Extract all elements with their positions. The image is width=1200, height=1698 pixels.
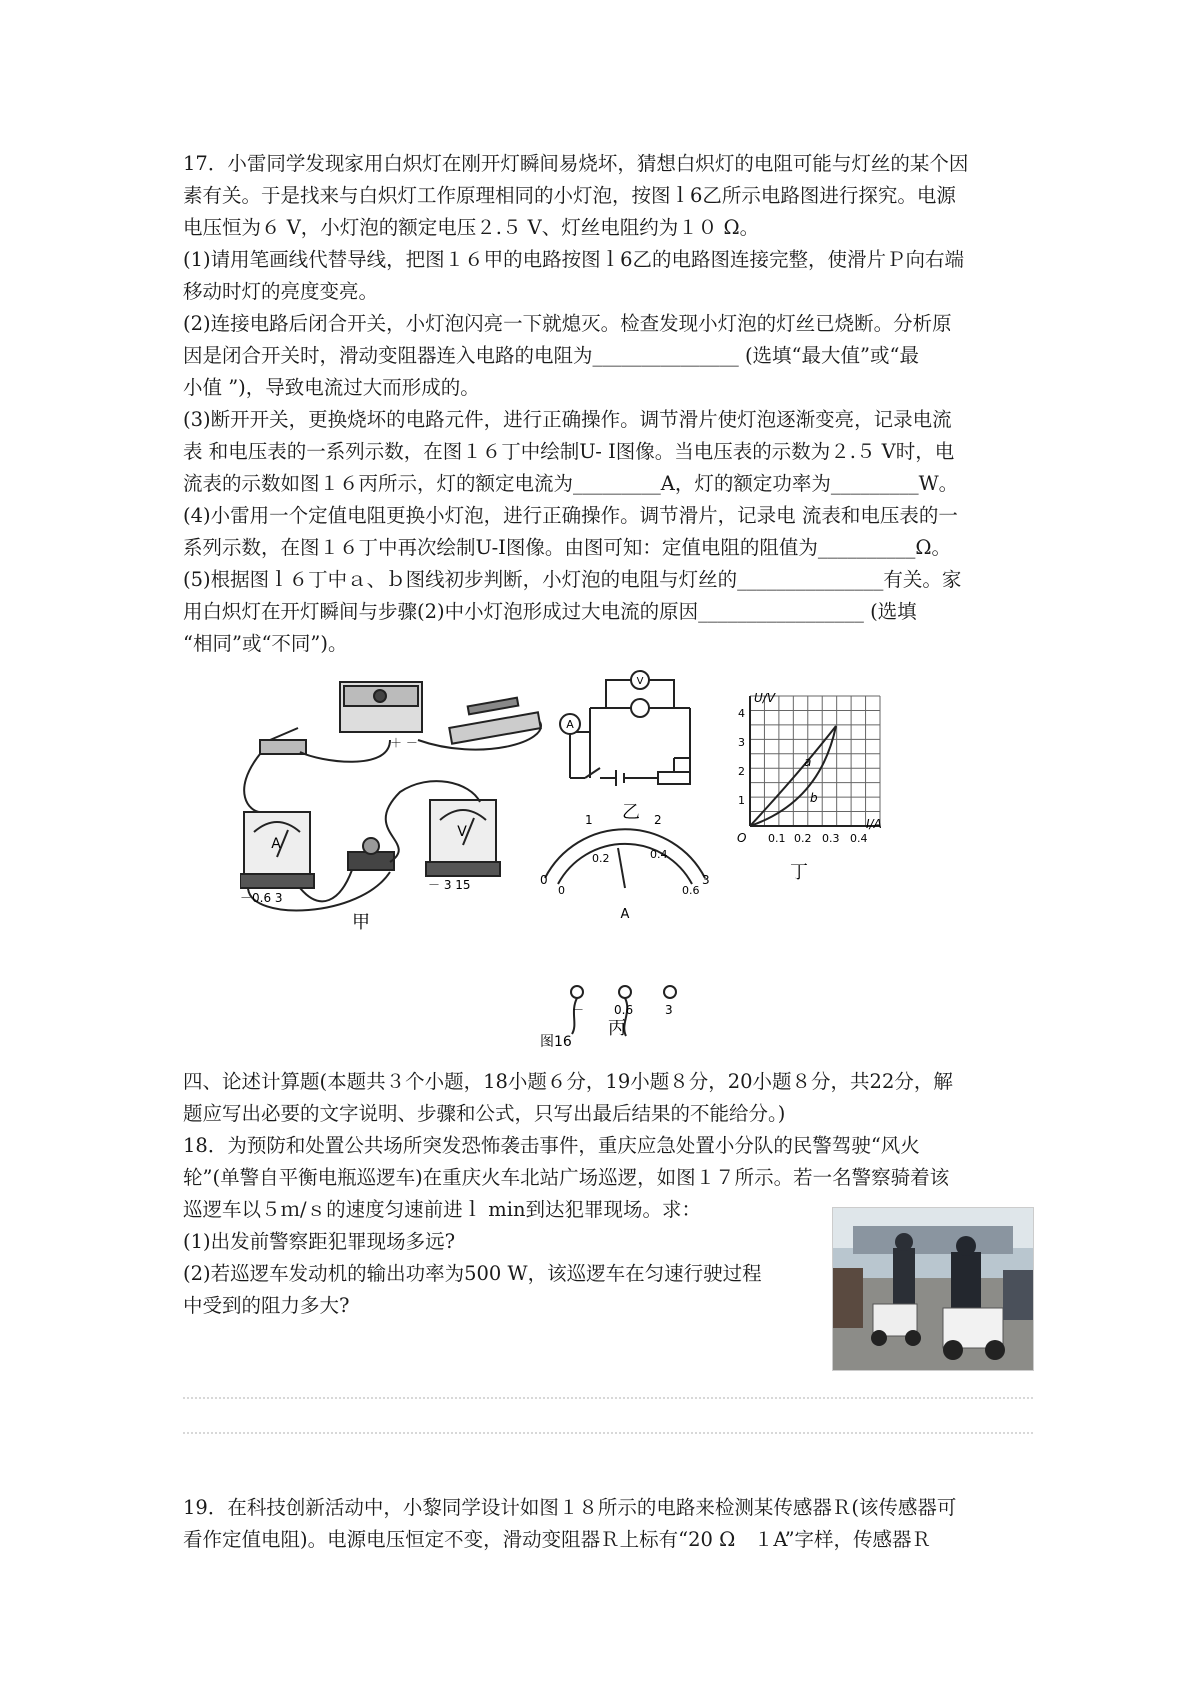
dotted-divider — [183, 1397, 1033, 1399]
q17-line: (5)根据图ｌ６丁中ａ、ｂ图线初步判断，小灯泡的电阻与灯丝的_______________有关。家 — [183, 568, 962, 591]
figure-yi-circuit — [570, 680, 690, 786]
ding-xtick: 0.4 — [850, 832, 868, 845]
ding-ytick: 4 — [738, 707, 745, 720]
label-bing: 丙 — [608, 1018, 626, 1039]
figure-caption: 图16 — [540, 1034, 572, 1050]
voltmeter-letter: V — [457, 824, 467, 840]
lamp-symbol — [631, 699, 649, 717]
dotted-divider — [183, 1432, 1033, 1434]
bing-inner-tick: 0 — [558, 884, 565, 897]
question-17 — [183, 148, 1033, 660]
bing-outer-tick: 3 — [702, 873, 710, 887]
section-4-line: 四、论述计算题(本题共３个小题，18小题６分，19小题８分，20小题８分，共22分，解 — [183, 1070, 953, 1093]
q17-line: 表 和电压表的一系列示数，在图１６丁中绘制U- I图像。当电压表的示数为２.５ V时，电 — [183, 440, 955, 463]
q17-line: (4)小雷用一个定值电阻更换小灯泡，进行正确操作。调节滑片，记录电 流表和电压表的一 — [183, 504, 958, 527]
ammeter-terminals: －0.6 3 — [240, 891, 283, 905]
q19-line: 看作定值电阻)。电源电压恒定不变，滑动变阻器Ｒ上标有“20 Ω １A”字样，传感器Ｒ — [183, 1528, 932, 1551]
label-yi: 乙 — [622, 802, 640, 823]
q17-line: “相同”或“不同”)。 — [183, 632, 348, 655]
curve-b-label: b — [810, 791, 818, 805]
q17-line: (2)连接电路后闭合开关，小灯泡闪亮一下就熄灭。检查发现小灯泡的灯丝已烧断。分析原 — [183, 312, 952, 335]
figure-jia-apparatus — [240, 682, 541, 910]
q18-line: 18．为预防和处置公共场所突发恐怖袭击事件，重庆应急处置小分队的民警驾驶“风火 — [183, 1134, 920, 1157]
ding-xtick: 0.2 — [794, 832, 812, 845]
ding-ylabel: U/V — [754, 691, 776, 705]
q17-line: (1)请用笔画线代替导线，把图１６甲的电路按图ｌ6乙的电路图连接完整，使滑片Ｐ向右端 — [183, 248, 965, 271]
figure-17-photo — [832, 1207, 1034, 1371]
battery-signs: ＋ － — [390, 736, 418, 750]
q17-line: 17．小雷同学发现家用白炽灯在刚开灯瞬间易烧坏，猜想白炽灯的电阻可能与灯丝的某个因 — [183, 152, 969, 175]
q17-line: 电压恒为６ V，小灯泡的额定电压２.５ V、灯丝电阻约为１０ Ω。 — [183, 216, 760, 239]
q17-line: 移动时灯的亮度变亮。 — [183, 280, 379, 303]
bing-terminal: 3 — [665, 1003, 673, 1017]
q17-line: 系列示数，在图１６丁中再次绘制U-I图像。由图可知：定值电阻的阻值为__________Ω。 — [183, 536, 952, 559]
bing-inner-tick: 0.6 — [682, 884, 700, 897]
q17-line: (3)断开开关，更换烧坏的电路元件，进行正确操作。调节滑片使灯泡逐渐变亮，记录电流 — [183, 408, 952, 431]
ding-xlabel: I/A — [866, 817, 882, 831]
label-jia: 甲 — [352, 912, 370, 933]
q17-line: 用白炽灯在开灯瞬间与步骤(2)中小灯泡形成过大电流的原因_________________ (选填 — [183, 600, 917, 623]
bing-inner-tick: 0.4 — [650, 848, 668, 861]
ammeter-letter: A — [271, 836, 281, 852]
curve-a-label: a — [804, 755, 812, 769]
bing-outer-tick: 0 — [540, 873, 548, 887]
ding-origin: O — [737, 831, 747, 845]
q18-line: (1)出发前警察距犯罪现场多远? — [183, 1230, 456, 1253]
ding-ytick: 1 — [738, 794, 745, 807]
yi-voltmeter-letter: V — [636, 676, 644, 687]
ding-xtick: 0.3 — [822, 832, 840, 845]
q17-line: 因是闭合开关时，滑动变阻器连入电路的电阻为_______________ (选填“最大值”或“最 — [183, 344, 919, 367]
q19-line: 19．在科技创新活动中，小黎同学设计如图１８所示的电路来检测某传感器Ｒ(该传感器可 — [183, 1496, 957, 1519]
voltmeter-terminals: － 3 15 — [428, 878, 471, 892]
ding-xtick: 0.1 — [768, 832, 786, 845]
q18-line: 中受到的阻力多大? — [183, 1294, 350, 1317]
bing-outer-tick: 1 — [585, 813, 593, 827]
bing-unit: A — [620, 907, 630, 922]
q18-line: 巡逻车以５ｍ/ｓ的速度匀速前进ｌ min到达犯罪现场。求： — [183, 1198, 702, 1221]
figure-ding-graph — [750, 696, 880, 826]
q17-line: 素有关。于是找来与白炽灯工作原理相同的小灯泡，按图ｌ6乙所示电路图进行探究。电源 — [183, 184, 956, 207]
section-4-heading — [183, 1066, 1033, 1130]
ding-ytick: 3 — [738, 736, 745, 749]
ding-ytick: 2 — [738, 765, 745, 778]
bing-outer-tick: 2 — [654, 813, 662, 827]
q17-line: 流表的示数如图１６丙所示，灯的额定电流为_________A，灯的额定功率为_________W。 — [183, 472, 959, 495]
section-4-line: 题应写出必要的文字说明、步骤和公式，只写出最后结果的不能给分。) — [183, 1102, 786, 1125]
yi-ammeter-letter: A — [566, 718, 574, 731]
bing-inner-tick: 0.2 — [592, 852, 610, 865]
question-19 — [183, 1492, 1033, 1556]
q17-line: 小值 ”)，导致电流过大而形成的。 — [183, 376, 480, 399]
label-ding: 丁 — [790, 862, 808, 883]
q18-line: 轮”(单警自平衡电瓶巡逻车)在重庆火车北站广场巡逻，如图１７所示。若一名警察骑着该 — [183, 1166, 950, 1189]
bing-terminal: 0.6 — [614, 1003, 634, 1017]
bing-terminal: － — [572, 1003, 585, 1017]
q18-line: (2)若巡逻车发动机的输出功率为500 W，该巡逻车在匀速行驶过程 — [183, 1262, 762, 1285]
figure-16 — [240, 662, 980, 1054]
